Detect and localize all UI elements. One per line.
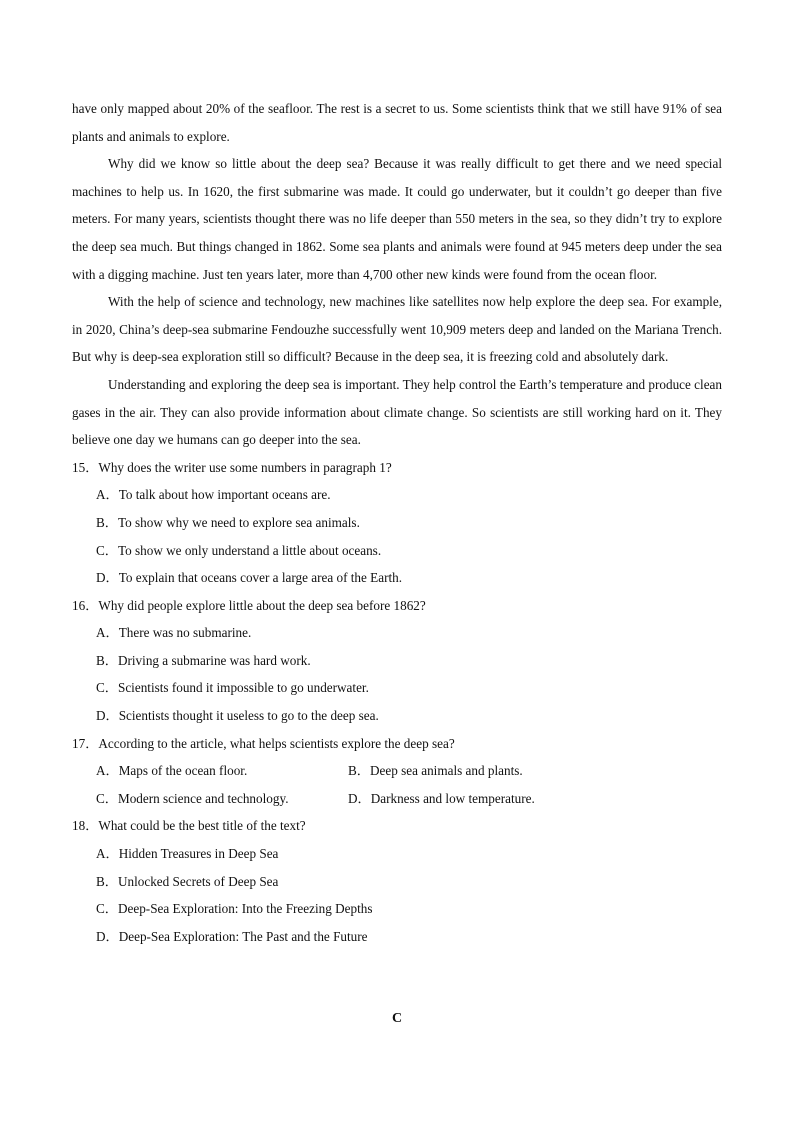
option-row: [96, 785, 722, 813]
option-b: B．Deep sea animals and plants.: [348, 763, 523, 779]
option-a: A．To talk about how important oceans are.: [96, 487, 331, 503]
paragraph: have only mapped about 20% of the seafloor. The rest is a secret to us. Some scientists think that we still have 91% of sea plants and animals to explore.: [72, 101, 722, 144]
passage: [72, 95, 722, 454]
option-a: A．Maps of the ocean floor.: [96, 763, 248, 779]
option-row: [96, 757, 722, 785]
option-b: B．Unlocked Secrets of Deep Sea: [96, 873, 279, 889]
paragraph: Understanding and exploring the deep sea is important. They help control the Earth’s temperature and produce clean gases in the air. They can also provide information about climate change. So scientists are still working hard on it. They believe one day we humans can go deeper into the sea.: [72, 376, 722, 448]
question-18: [72, 812, 722, 950]
paragraph: With the help of science and technology, new machines like satellites now help explore the deep sea. For example, in 2020, China’s deep-sea submarine Fendouzhe successfully went 10,909 meters deep and landed on the Mariana Trench. But why is deep-sea exploration still so difficult? Because in the deep sea, it is freezing cold and absolutely dark.: [72, 294, 722, 365]
question-stem: 15．Why does the writer use some numbers in paragraph 1?: [72, 459, 392, 475]
option-c: C．To show we only understand a little about oceans.: [96, 542, 382, 558]
option-d: D．Scientists thought it useless to go to the deep sea.: [96, 708, 379, 724]
option-c: C．Deep-Sea Exploration: Into the Freezing Depths: [96, 901, 373, 917]
option-d: D．Darkness and low temperature.: [348, 790, 535, 806]
option-b: B．Driving a submarine was hard work.: [96, 652, 311, 668]
option-c: C．Scientists found it impossible to go underwater.: [96, 680, 369, 696]
option-c: C．Modern science and technology.: [96, 790, 289, 806]
question-17: [72, 730, 722, 813]
question-stem: 16．Why did people explore little about the deep sea before 1862?: [72, 597, 426, 613]
option-d: D．Deep-Sea Exploration: The Past and the Future: [96, 928, 368, 944]
option-b: B．To show why we need to explore sea animals.: [96, 514, 360, 530]
question-stem: 18．What could be the best title of the text?: [72, 818, 306, 834]
question-15: [72, 454, 722, 592]
question-16: [72, 592, 722, 730]
question-list: [72, 454, 722, 951]
option-a: A．There was no submarine.: [96, 625, 252, 641]
question-stem: 17．According to the article, what helps scientists explore the deep sea?: [72, 735, 455, 751]
option-a: A．Hidden Treasures in Deep Sea: [96, 846, 279, 862]
option-d: D．To explain that oceans cover a large area of the Earth.: [96, 570, 403, 586]
document-page: [72, 95, 722, 950]
section-heading: C: [391, 1011, 403, 1026]
paragraph: Why did we know so little about the deep sea? Because it was really difficult to get there and we need special machines to help us. In 1620, the first submarine was made. It could go underwater, but it couldn’t go deeper than five meters. For many years, scientists thought there was no life deeper than 550 meters in the sea, so they didn’t try to explore the deep sea much. But things changed in 1862. Some sea plants and animals were found at 945 meters deep under the sea with a digging machine. Just ten years later, more than 4,700 other new kinds were found from the ocean floor.: [72, 156, 722, 282]
